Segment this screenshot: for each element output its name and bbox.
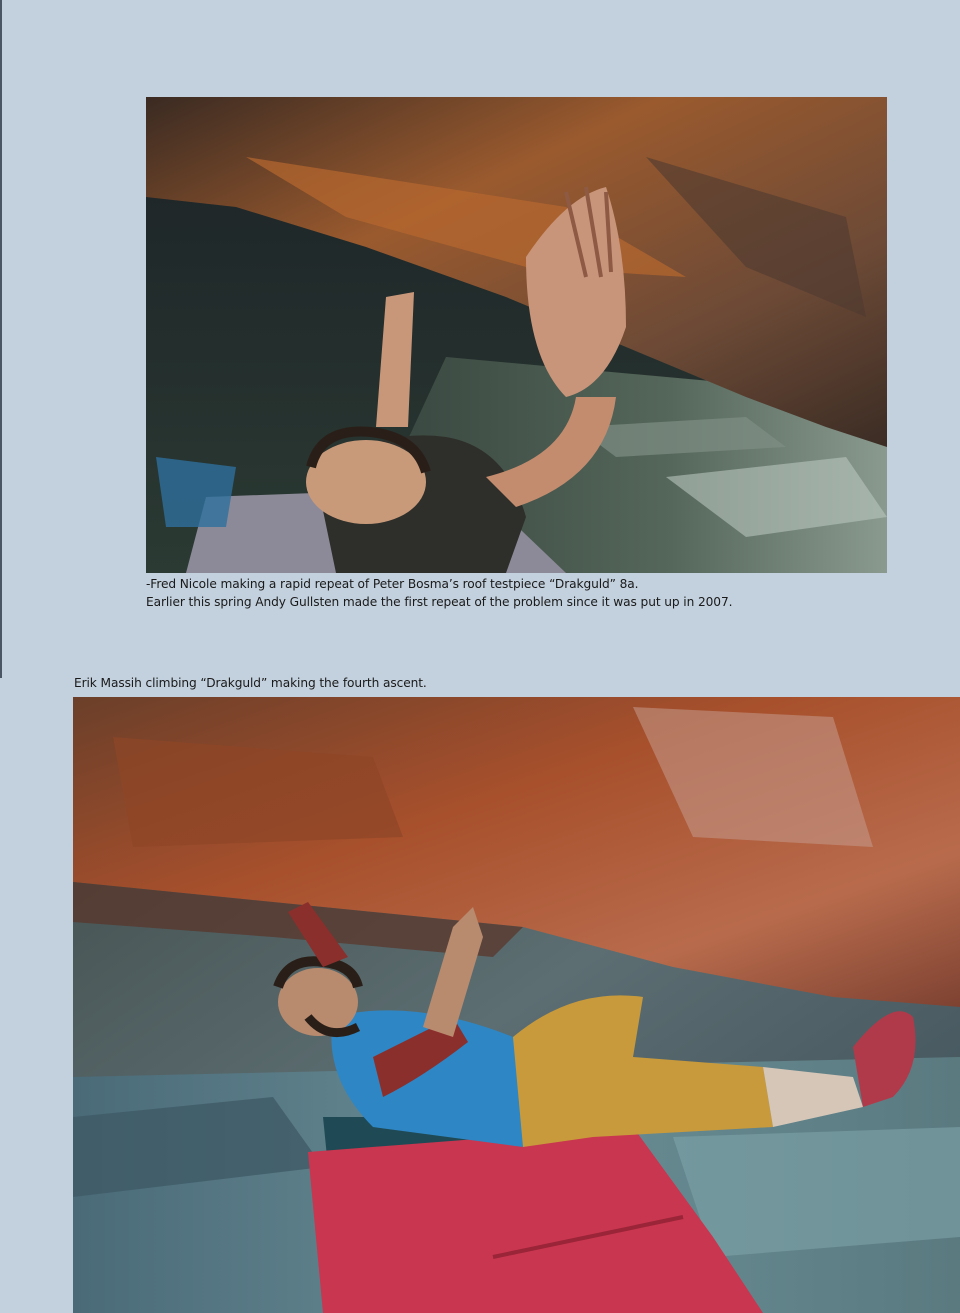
photo-illustration-top: [146, 97, 887, 573]
left-edge-rule: [0, 0, 2, 678]
photo-erik-massih-climbing: [73, 697, 960, 1313]
caption-top-line-2: Earlier this spring Andy Gullsten made the first repeat of the problem since it was put up in 2007.: [146, 595, 733, 609]
photo-fred-nicole-climbing: [146, 97, 887, 573]
caption-top: [146, 575, 732, 611]
caption-bottom-line-1: Erik Massih climbing “Drakguld” making the fourth ascent.: [74, 676, 427, 690]
caption-bottom: [74, 675, 427, 691]
caption-top-line-1: -Fred Nicole making a rapid repeat of Peter Bosma’s roof testpiece “Drakguld” 8a.: [146, 577, 639, 591]
photo-illustration-bottom: [73, 697, 960, 1313]
